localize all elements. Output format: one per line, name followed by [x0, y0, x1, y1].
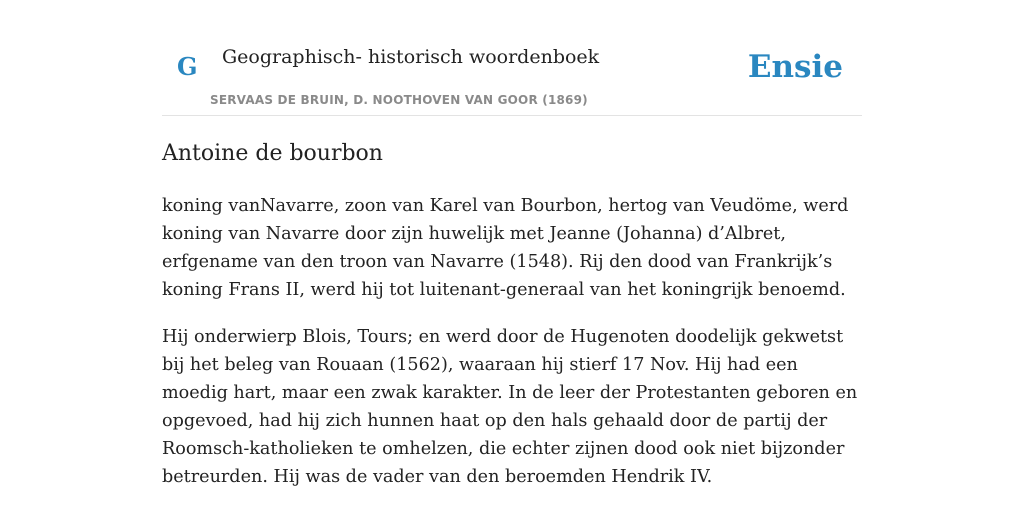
dictionary-authors: SERVAAS DE BRUIN, D. NOOTHOVEN VAN GOOR (1869)	[210, 93, 588, 107]
dictionary-header	[162, 0, 862, 116]
entry-paragraph: Hij onderwierp Blois, Tours; en werd door de Hugenoten doodelijk gekwetst bij het beleg van Rouaan (1562), waaraan hij stierf 17 Nov. Hij had een moedig hart, maar een zwak karakter. In de leer der Protestanten geboren en opgevoed, had hij zich hunnen haat op den hals gehaald door de partij der Roomsch-katholieken te omhelzen, die echter zijnen dood ook niet bijzonder betreurden. Hij was de vader van den beroemden Hendrik IV.	[162, 327, 858, 487]
ensie-brand-link[interactable]: Ensie	[747, 49, 843, 85]
entry-title: Antoine de bourbon	[162, 141, 383, 166]
page-container	[162, 0, 862, 512]
dictionary-title[interactable]: Geographisch- historisch woordenboek	[222, 46, 600, 68]
entry-paragraph: koning vanNavarre, zoon van Karel van Bourbon, hertog van Veudöme, werd koning van Navarre door zijn huwelijk met Jeanne (Johanna) d’Albret, erfgename van den troon van Navarre (1548). Rij den dood van Frankrijk’s koning Frans II, werd hij tot luitenant-generaal van het koningrijk benoemd.	[162, 196, 849, 300]
dictionary-logo-icon[interactable]: G	[177, 52, 198, 81]
